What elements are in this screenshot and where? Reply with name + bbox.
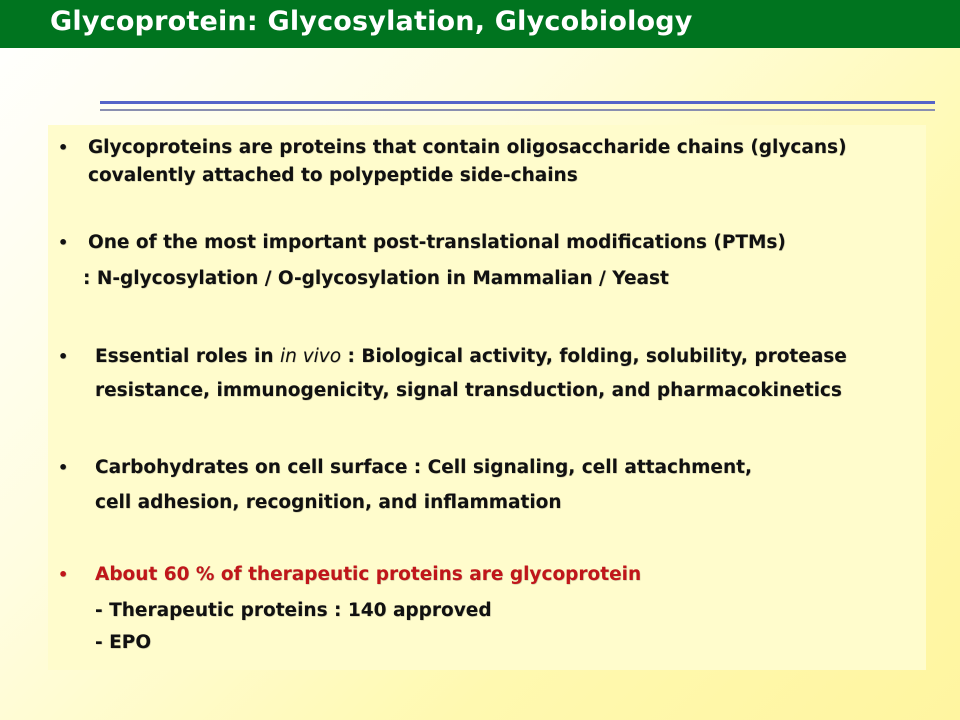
bullet-line: One of the most important post-translational modifications (PTMs): [88, 232, 786, 253]
bullet-line: : N-glycosylation / O-glycosylation in Mammalian / Yeast: [83, 268, 669, 289]
content-box: [48, 125, 926, 670]
roles-italic: in vivo: [279, 346, 342, 367]
divider-line-top: [100, 101, 935, 104]
bullet-line: covalently attached to polypeptide side-chains: [88, 165, 578, 186]
title-bar: [0, 0, 960, 48]
bullet-subline: - Therapeutic proteins : 140 approved: [95, 600, 492, 621]
bullet-dot: •: [58, 565, 69, 584]
bullet-line-highlight: About 60 % of therapeutic proteins are glycoprotein: [95, 564, 642, 585]
bullet-dot: •: [58, 138, 69, 157]
bullet-line: Carbohydrates on cell surface : Cell signaling, cell attachment,: [95, 457, 753, 478]
roles-prefix: Essential roles in: [95, 346, 280, 367]
bullet-line: [95, 340, 847, 373]
divider-line-bottom: [100, 109, 935, 111]
bullet-dot: •: [58, 458, 69, 477]
bullet-line: cell adhesion, recognition, and inflammation: [95, 492, 562, 513]
bullet-dot: •: [58, 347, 69, 366]
bullet-dot: •: [58, 233, 69, 252]
bullet-subline: - EPO: [95, 632, 152, 653]
roles-suffix: : Biological activity, folding, solubility, protease: [341, 346, 847, 367]
bullet-line: Glycoproteins are proteins that contain oligosaccharide chains (glycans): [88, 137, 847, 158]
bullet-line: resistance, immunogenicity, signal transduction, and pharmacokinetics: [95, 380, 842, 401]
slide-title: Glycoprotein: Glycosylation, Glycobiology: [50, 6, 693, 37]
